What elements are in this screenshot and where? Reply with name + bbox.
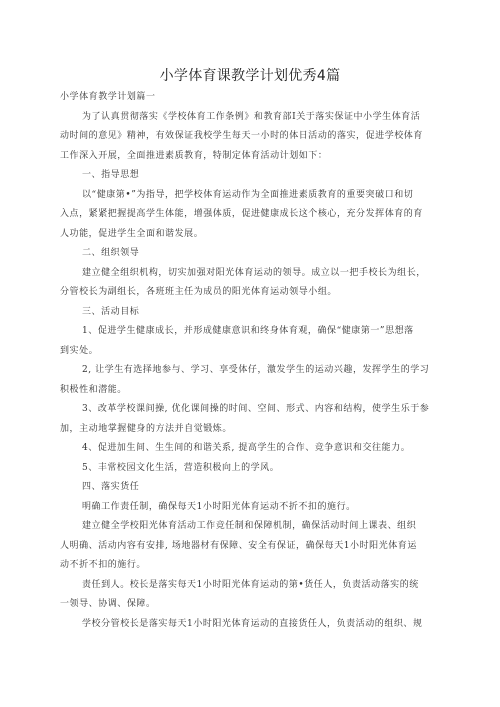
text-line: 一领导、协调、保障。 [60, 599, 156, 609]
text-line: 积极性和潜能。 [60, 384, 127, 395]
text-line: 责任到人。校长是落实每天1小时阳光体育运动的第•货任人，负责活动落实的统 [82, 579, 419, 590]
text-line: 入点，紧紧把握提高学生体能，增强体质，促进健康成长这个核心，充分发挥体育的育 [60, 209, 423, 219]
text-line: 加，主动地掌握健身的方法并自觉锻炼。 [60, 423, 232, 434]
text-line: 建立健全组织机构，切实加强对阳光体育运动的领导。成立以一把手校长为组长， [82, 267, 426, 278]
text-line: 动不折不扣的施行。 [60, 560, 146, 570]
text-line: 5、丰常校园文化生活，营造积极向上的学风。 [82, 462, 280, 473]
text-line: 工作深入开展，全面推进素质教育，特制定体育活动计划如下： [60, 150, 328, 161]
text-line: 建立健全学校阳光体育活动工作竞任制和保障机制，确保活动时间上课表、组织 [82, 521, 417, 531]
document-body [60, 88, 442, 634]
text-line: 小学体育教学计划篇一 [60, 92, 156, 102]
text-line: 3、改革学校课间操, 优化课间操的时间、空间、形式、内容和结构，使学生乐于参 [82, 404, 430, 414]
text-line: 动时间的意见》精神，有效保证我校学生每天一小时的体日活动的落实，促进学校体育 [60, 131, 423, 141]
text-line: 1、促进学生健康成长，并形成健康意识和终身体育观，确保“健康第一”思想落 [82, 326, 414, 336]
text-line: 三、活动目标 [82, 306, 140, 317]
document-title: 小学体育课教学计划优秀4篇 [159, 68, 341, 84]
text-line: 学校分管校长是落实每天1小时阳光体育运动的直接货任人，负责活动的组织、规 [82, 618, 423, 629]
text-line: 2, 让学生有选择地参与、学习、享受体仔，激发学生的运动兴趣，发挥学生的学习 [82, 365, 430, 375]
text-line: 为了认真贯彻落实《学校体育工作条例》和教育部I关于落实保证中小学生体育活 [82, 111, 421, 122]
text-line: 人功能，促进学生全面和谐发展。 [60, 228, 204, 239]
text-line: 以“健康第•”为指导，把学校体育运动作为全面推进素质教育的重要突破口和切 [82, 189, 414, 200]
text-line: 二、组织领导 [82, 248, 140, 258]
text-line: 4、促进加生间、生生间的和谐关系, 提高学生的合作、竞争意识和交往能力。 [82, 443, 411, 453]
text-line: 到实处。 [60, 345, 99, 356]
text-line: 明确工作责任制，确保每天1小时阳光体育运动不折不扣的施行。 [82, 501, 356, 512]
text-line: 一、指导思想 [82, 170, 140, 180]
text-line: 分管校长为副组长，各班班主任为成员的阳光体育运动领导小组。 [60, 287, 337, 297]
text-line: 人明确、活动内容有安排, 场地器材有保障、安全有保证，确保每天1小时阳光体育运 [60, 540, 417, 551]
text-line: 四、落实货任 [82, 482, 140, 492]
